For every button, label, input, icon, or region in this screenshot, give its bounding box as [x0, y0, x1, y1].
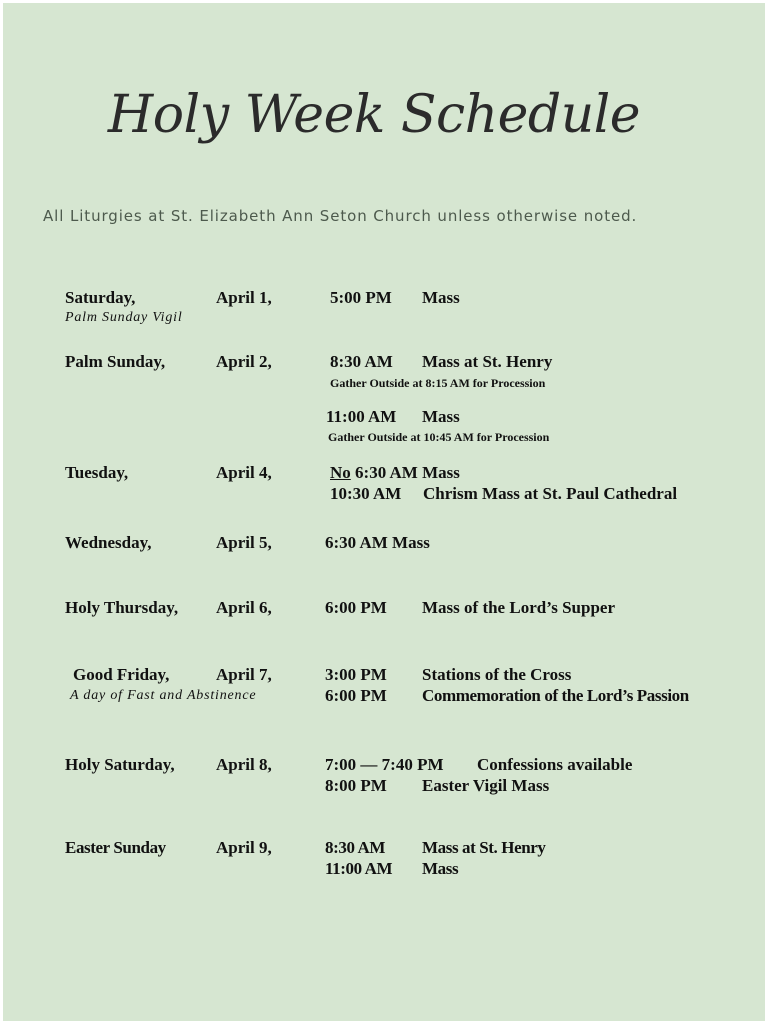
- page-title: Holy Week Schedule: [107, 85, 641, 145]
- schedule-page: [3, 3, 765, 1021]
- event-description: Chrism Mass at St. Paul Cathedral: [423, 484, 678, 503]
- event-time: 7:00 — 7:40 PM: [325, 755, 444, 774]
- event-time: 11:00 AM: [326, 407, 397, 426]
- event-time: 6:30 AM Mass: [325, 533, 430, 552]
- day-note: A day of Fast and Abstinence: [70, 688, 257, 703]
- event-time: 8:30 AM: [325, 838, 385, 857]
- event-description: Mass of the Lord’s Supper: [422, 598, 615, 617]
- date-label: April 6,: [216, 598, 272, 617]
- day-label: Tuesday,: [65, 463, 129, 482]
- date-label: April 9,: [216, 838, 272, 857]
- day-label: Holy Thursday,: [65, 598, 179, 617]
- event-description: Commemoration of the Lord’s Passion: [422, 686, 689, 705]
- date-label: April 5,: [216, 533, 272, 552]
- date-label: April 8,: [216, 755, 272, 774]
- event-time: 10:30 AM: [330, 484, 402, 503]
- date-label: April 4,: [216, 463, 272, 482]
- event-time: 8:00 PM: [325, 776, 387, 795]
- day-label: Easter Sunday: [65, 838, 166, 857]
- event-description: Mass at St. Henry: [422, 352, 553, 371]
- not-emphasis: No: [330, 463, 351, 482]
- event-description: Mass at St. Henry: [422, 838, 546, 857]
- event-time: 11:00 AM: [325, 859, 393, 878]
- day-label: Saturday,: [65, 288, 136, 307]
- day-label: Holy Saturday,: [65, 755, 175, 774]
- day-label: Wednesday,: [65, 533, 152, 552]
- date-label: April 7,: [216, 665, 272, 684]
- event-note: Gather Outside at 10:45 AM for Procession: [328, 430, 550, 444]
- event-description: Confessions available: [477, 755, 633, 774]
- event-line: [330, 463, 460, 483]
- page-subtitle: All Liturgies at St. Elizabeth Ann Seton Church unless otherwise noted.: [43, 207, 638, 225]
- date-label: April 1,: [216, 288, 272, 307]
- event-time: 8:30 AM: [330, 352, 393, 371]
- day-note: Palm Sunday Vigil: [65, 310, 183, 325]
- event-description: Easter Vigil Mass: [422, 776, 550, 795]
- event-note: Gather Outside at 8:15 AM for Procession: [330, 376, 546, 390]
- event-time: 3:00 PM: [325, 665, 387, 684]
- event-time: 5:00 PM: [330, 288, 392, 307]
- day-label: Palm Sunday,: [65, 352, 166, 371]
- event-time: 6:00 PM: [325, 598, 387, 617]
- date-label: April 2,: [216, 352, 272, 371]
- event-time: 6:00 PM: [325, 686, 387, 705]
- day-label: Good Friday,: [73, 665, 170, 684]
- event-description: Mass: [422, 288, 460, 307]
- event-description: Mass: [422, 407, 460, 426]
- event-description: Stations of the Cross: [422, 665, 572, 684]
- event-time: 6:30 AM Mass: [355, 463, 460, 482]
- event-description: Mass: [422, 859, 459, 878]
